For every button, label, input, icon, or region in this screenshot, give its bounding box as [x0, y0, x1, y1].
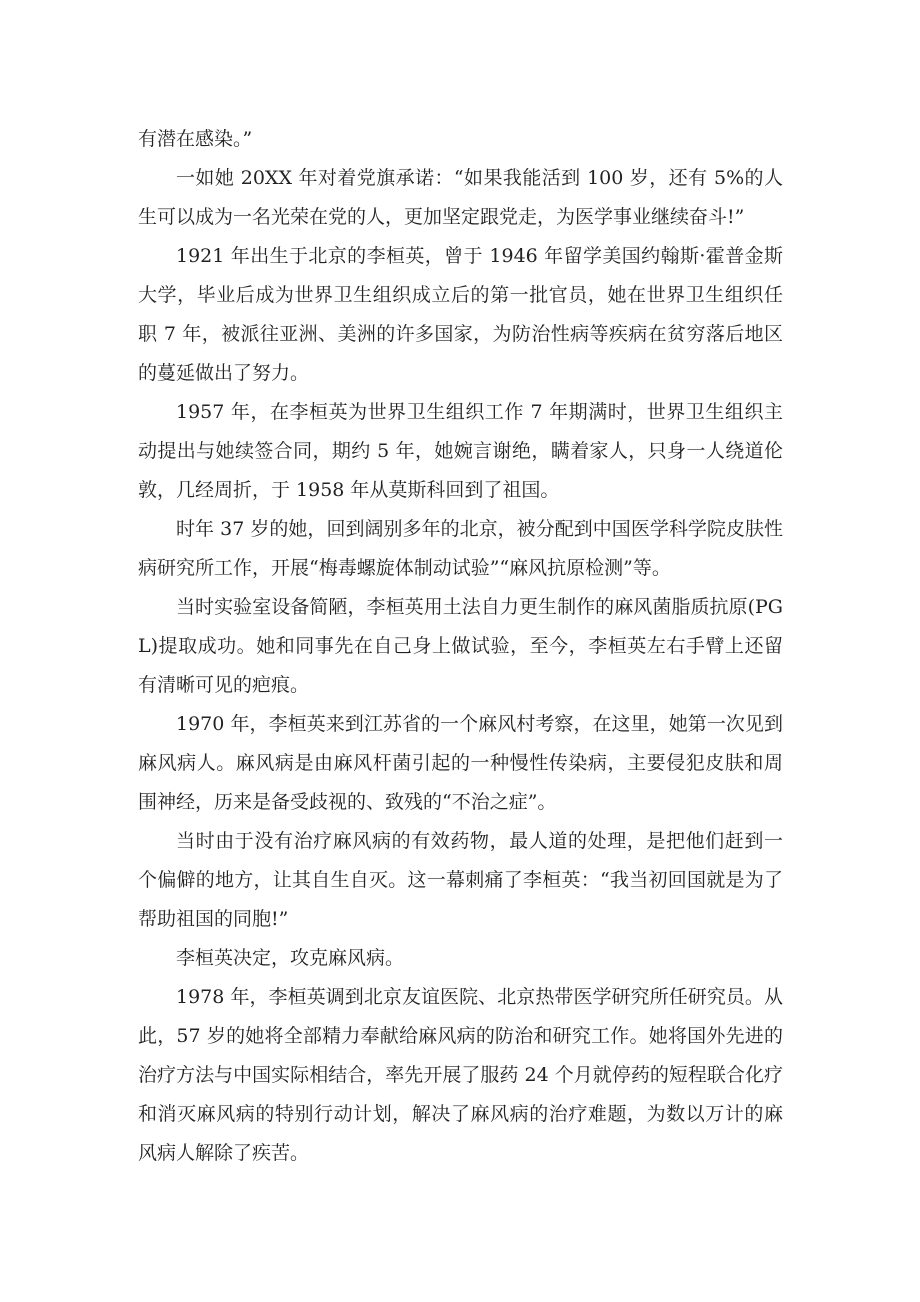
paragraph-4: 1957 年，在李桓英为世界卫生组织工作 7 年期满时，世界卫生组织主动提出与她续签合同，期约 5 年，她婉言谢绝，瞒着家人，只身一人绕道伦敦，几经周折，于 1958 年从莫斯科回到了祖国。 [138, 401, 783, 501]
paragraph-10: 1978 年，李桓英调到北京友谊医院、北京热带医学研究所任研究员。从此，57 岁的她将全部精力奉献给麻风病的防治和研究工作。她将国外先进的治疗方法与中国实际相结合，率先开展了服药 24 个月就停药的短程联合化疗和消灭麻风病的特别行动计划，解决了麻风病的治疗难题，为数以万计的麻风病人解除了疾苦。 [138, 986, 783, 1164]
paragraph-8: 当时由于没有治疗麻风病的有效药物，最人道的处理，是把他们赶到一个偏僻的地方，让其自生自灭。这一幕刺痛了李桓英：“我当初回国就是为了帮助祖国的同胞!” [138, 830, 783, 930]
paragraph-5: 时年 37 岁的她，回到阔别多年的北京，被分配到中国医学科学院皮肤性病研究所工作，开展“梅毒螺旋体制动试验”“麻风抗原检测”等。 [138, 518, 783, 579]
paragraph-7: 1970 年，李桓英来到江苏省的一个麻风村考察，在这里，她第一次见到麻风病人。麻风病是由麻风杆菌引起的一种慢性传染病，主要侵犯皮肤和周围神经，历来是备受歧视的、致残的“不治之症”。 [138, 713, 783, 813]
paragraph-3: 1921 年出生于北京的李桓英，曾于 1946 年留学美国约翰斯·霍普金斯大学，毕业后成为世界卫生组织成立后的第一批官员，她在世界卫生组织任职 7 年，被派往亚洲、美洲的许多国家，为防治性病等疾病在贫穷落后地区的蔓延做出了努力。 [138, 245, 783, 384]
paragraph-1: 有潜在感染。” [138, 128, 253, 150]
paragraph-6: 当时实验室设备简陋，李桓英用土法自力更生制作的麻风菌脂质抗原(PGL)提取成功。她和同事先在自己身上做试验，至今，李桓英左右手臂上还留有清晰可见的疤痕。 [138, 596, 783, 696]
paragraph-2: 一如她 20XX 年对着党旗承诺：“如果我能活到 100 岁，还有 5%的人生可以成为一名光荣在党的人，更加坚定跟党走，为医学事业继续奋斗!” [138, 167, 783, 228]
article-body [138, 120, 783, 1173]
paragraph-9: 李桓英决定，攻克麻风病。 [176, 947, 405, 969]
